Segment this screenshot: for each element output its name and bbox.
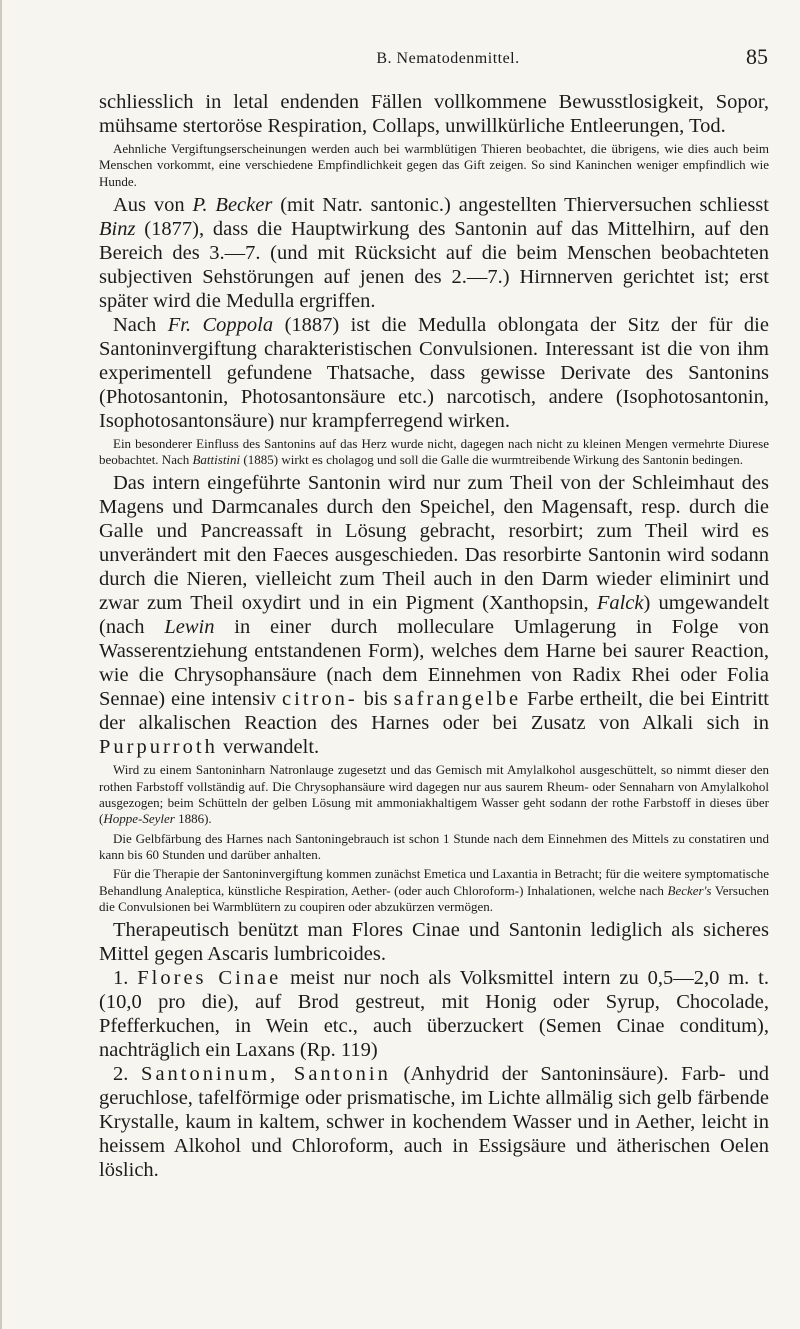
author-reference: Hoppe-Seyler	[103, 811, 175, 827]
author-reference: Binz	[99, 217, 136, 240]
author-reference: Fr. Coppola	[167, 313, 274, 336]
paragraph-therapeutic-use: Therapeutisch benützt man Flores Cinae und Santonin lediglich als sicheres Mittel gegen Ascaris lumbricoides.	[99, 919, 769, 966]
author-reference: Lewin	[164, 616, 215, 639]
text-run: Aus von	[113, 193, 193, 216]
page-number: 85	[746, 44, 768, 69]
text-run: in einer durch molleculare Umlagerung in Folge von Wasserentziehung entstandenen Form), welches dem Harne bei saurer Reaction, wie die Chrysophansäure (nach dem Einnehmen von Radix Rhei oder Folia Sennae) eine intensiv	[99, 616, 769, 711]
note-amyl-test	[99, 762, 769, 827]
text-run: (mit Natr. santonic.) angestellten Thierversuchen schliesst	[272, 193, 769, 216]
running-title: B. Nematodenmittel.	[376, 50, 520, 67]
paragraph-binz	[99, 193, 769, 313]
text-run: (1885) wirkt es cholagog und soll die Galle die wurmtreibende Wirkung des Santonin bedingen.	[240, 452, 744, 468]
author-reference: Falck	[596, 592, 644, 615]
item-flores-cinae	[99, 966, 769, 1062]
text-run: Das intern eingeführte Santonin wird nur zum Theil von der Schleimhaut des Magens und Darmcanales durch den Speichel, den Magensaft, resp. durch die Galle und Pancreassaft in Lösung gebracht, resorbirt; zum Theil wird es unverändert mit den Faeces ausgeschieden. Das resorbirte Santonin wird sodann durch die Nieren, vielleicht zum Theil auch in den Darm wieder eliminirt und zwar zum Theil oxydirt und in ein Pigment (Xanthopsin,	[99, 472, 769, 615]
item-number: 1.	[113, 967, 138, 990]
spaced-term: Flores Cinae	[137, 967, 282, 990]
paragraph-coppola	[99, 313, 769, 433]
text-run: (Anhydrid der Santoninsäure). Farb- und geruchlose, tafelförmige oder prismatische, im Lichte allmälig sich gelb färbende Krystalle, kaum in kaltem, schwer in kochendem Wasser und in Aether, leicht in heissem Alkohol und Chloroform, auch in Essigsäure und ätherischen Oelen löslich.	[99, 1063, 770, 1182]
spaced-term: Santoninum, Santonin	[141, 1063, 391, 1086]
paragraph-symptoms: schliesslich in letal endenden Fällen vollkommene Bewusstlosigkeit, Sopor, mühsame stertoröse Respiration, Collaps, unwillkürliche Entleerungen, Tod.	[99, 91, 769, 137]
text-run: Ein besonderer Einfluss des Santonins auf das Herz wurde nicht, dagegen nach nicht zu kleinen Mengen vermehrte Diurese beobachtet. Nach	[99, 435, 769, 468]
note-yellow-coloring: Die Gelbfärbung des Harnes nach Santoningebrauch ist schon 1 Stunde nach dem Einnehmen des Mittels zu constatiren und kann bis 60 Stunden und darüber anhalten.	[99, 830, 769, 862]
text-run: bis	[357, 688, 394, 711]
author-reference: Becker's	[667, 882, 712, 898]
text-run: verwandelt.	[217, 736, 320, 759]
text-run: (1877), dass die Hauptwirkung des Santonin auf das Mittelhirn, auf den Bereich des 3.—7. (und mit Rücksicht auf die beim Menschen beobachteten subjectiven Sehstörungen auf jenen des 2.—7.) Hirnnerven gerichtet ist; erst später wird die Medulla ergriffen.	[99, 217, 769, 312]
spaced-term: safrangelbe	[393, 688, 522, 711]
text-run: Versuchen die Convulsionen bei Warmblütern zu coupiren oder abzukürzen vermögen.	[99, 882, 769, 914]
item-santoninum	[99, 1062, 769, 1182]
spaced-term: Purpurroth	[99, 736, 218, 759]
paragraph-absorption	[99, 471, 769, 759]
author-reference: Battistini	[192, 452, 241, 468]
text-run: Farbe ertheilt, die bei Eintritt der alkalischen Reaction des Harnes oder bei Zusatz von Alkali sich in	[99, 688, 769, 735]
note-therapy-poisoning	[99, 866, 769, 915]
text-run: (1887) ist die Medulla oblongata der Sitz der für die Santoninvergiftung charakteristischen Convulsionen. Interessant ist die von ihm experimentell gefundene Thatsache, dass gewisse Derivate des Santonins (Photosantonin, Photosantonsäure etc.) narcotisch, andere (Isophotosantonin, Isophotosantonsäure) nur krampferregend wirken.	[99, 313, 769, 432]
author-reference: P. Becker	[192, 193, 273, 216]
note-animal-symptoms: Aehnliche Vergiftungserscheinungen werden auch bei warmblütigen Thieren beobachtet, die übrigens, wie dies auch beim Menschen vorkommt, eine verschiedene Empfindlichkeit gegen das Gift zeigen. So sind Kaninchen weniger empfindlich wie Hunde.	[99, 141, 769, 189]
item-number: 2.	[113, 1063, 142, 1086]
note-heart-diuresis	[99, 436, 769, 469]
spaced-term: citron-	[282, 688, 358, 711]
text-run: 1886).	[174, 811, 212, 827]
body-text	[99, 90, 769, 1182]
page-header	[98, 44, 768, 74]
text-run: Nach	[113, 313, 168, 336]
text-run: Wird zu einem Santoninharn Natronlauge zugesetzt und das Gemisch mit Amylalkohol ausgeschüttelt, so nimmt dieser den rothen Farbstoff vollständig auf. Die Chrysophansäure wird dagegen nur aus saurem Rheum- oder Sennaharn von Amylalkohol ausgezogen; beim Schütteln der gelben Lösung mit ammoniakhaltigem Wasser geht sodann der rothe Farbstoff in dieses über (	[99, 762, 769, 827]
text-run: ) umgewandelt (nach	[99, 592, 769, 639]
text-run: meist nur noch als Volksmittel intern zu 0,5—2,0 m. t. (10,0 pro die), auf Brod gestreut, mit Honig oder Syrup, Chocolade, Pfefferkuchen, in Wein etc., auch überzuckert (Semen Cinae conditum), nachträglich ein Laxans (Rp. 119)	[99, 967, 769, 1062]
text-run: Für die Therapie der Santoninvergiftung kommen zunächst Emetica und Laxantia in Betracht; für die weitere symptomatische Behandlung Analeptica, künstliche Respiration, Aether- (oder auch Chloroform-) Inhalationen, welche nach	[99, 866, 769, 898]
